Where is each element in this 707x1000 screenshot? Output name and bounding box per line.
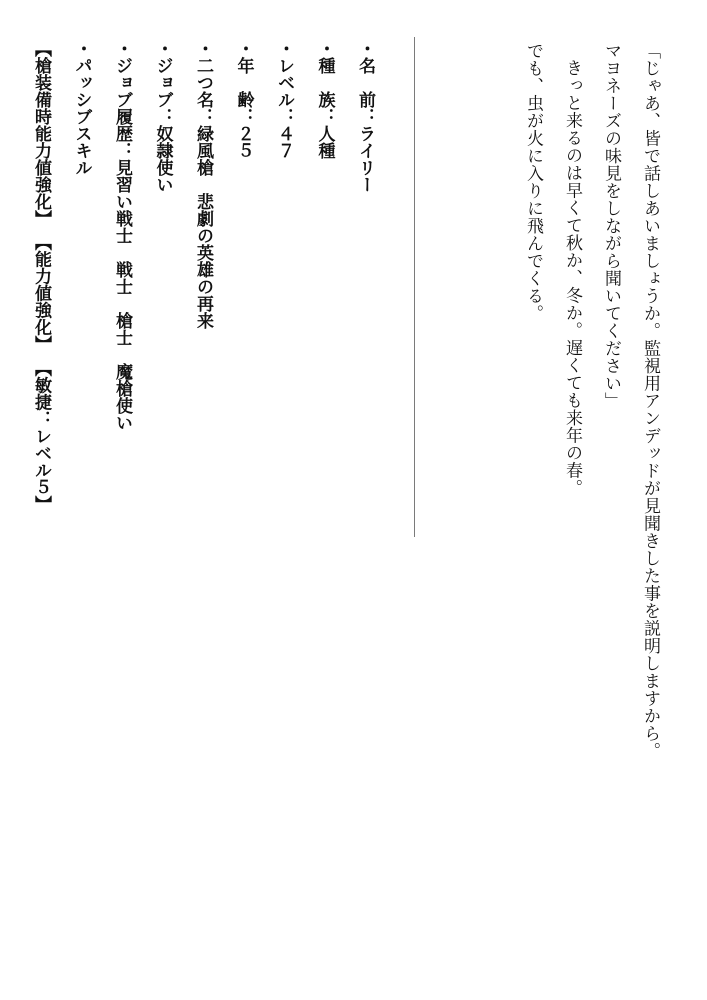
status-name: ・ 名 前：ライリー	[345, 40, 386, 740]
skill-item: 【敏捷：レベル５】	[31, 368, 51, 513]
status-skill-list	[21, 40, 62, 740]
narrative-line-4: でも、虫が火に入りに飛んでくる。	[523, 42, 543, 322]
narrative-text	[513, 42, 669, 962]
status-alias: ・ 二つ名：緑風槍 悲劇の英雄の再来	[183, 40, 224, 740]
section-divider	[414, 37, 415, 537]
status-race: ・ 種 族：人種	[304, 40, 345, 740]
status-age: ・ 年 齢：２５	[223, 40, 264, 740]
skill-item: 【能力値強化】	[31, 242, 51, 353]
status-sheet	[21, 40, 386, 740]
narrative-line-2: マヨネーズの味見をしながら聞いてください」	[601, 42, 621, 410]
narrative-line-1: 「じゃあ、皆で話しあいましょうか。監視用アンデッドが見聞きした事を説明しますから。	[640, 42, 660, 760]
status-job: ・ ジョブ：奴隷使い	[142, 40, 183, 740]
status-job-history: ・ ジョブ履歴：見習い戦士 戦士 槍士 魔槍使い	[102, 40, 143, 740]
narrative-line-3: きっと来るのは早くて秋か、冬か。遅くても来年の春。	[562, 59, 582, 497]
status-level: ・ レベル：４７	[264, 40, 305, 740]
skill-item: 【槍装備時能力値強化】	[31, 40, 51, 227]
status-passive-header: ・ パッシブスキル	[61, 40, 102, 740]
